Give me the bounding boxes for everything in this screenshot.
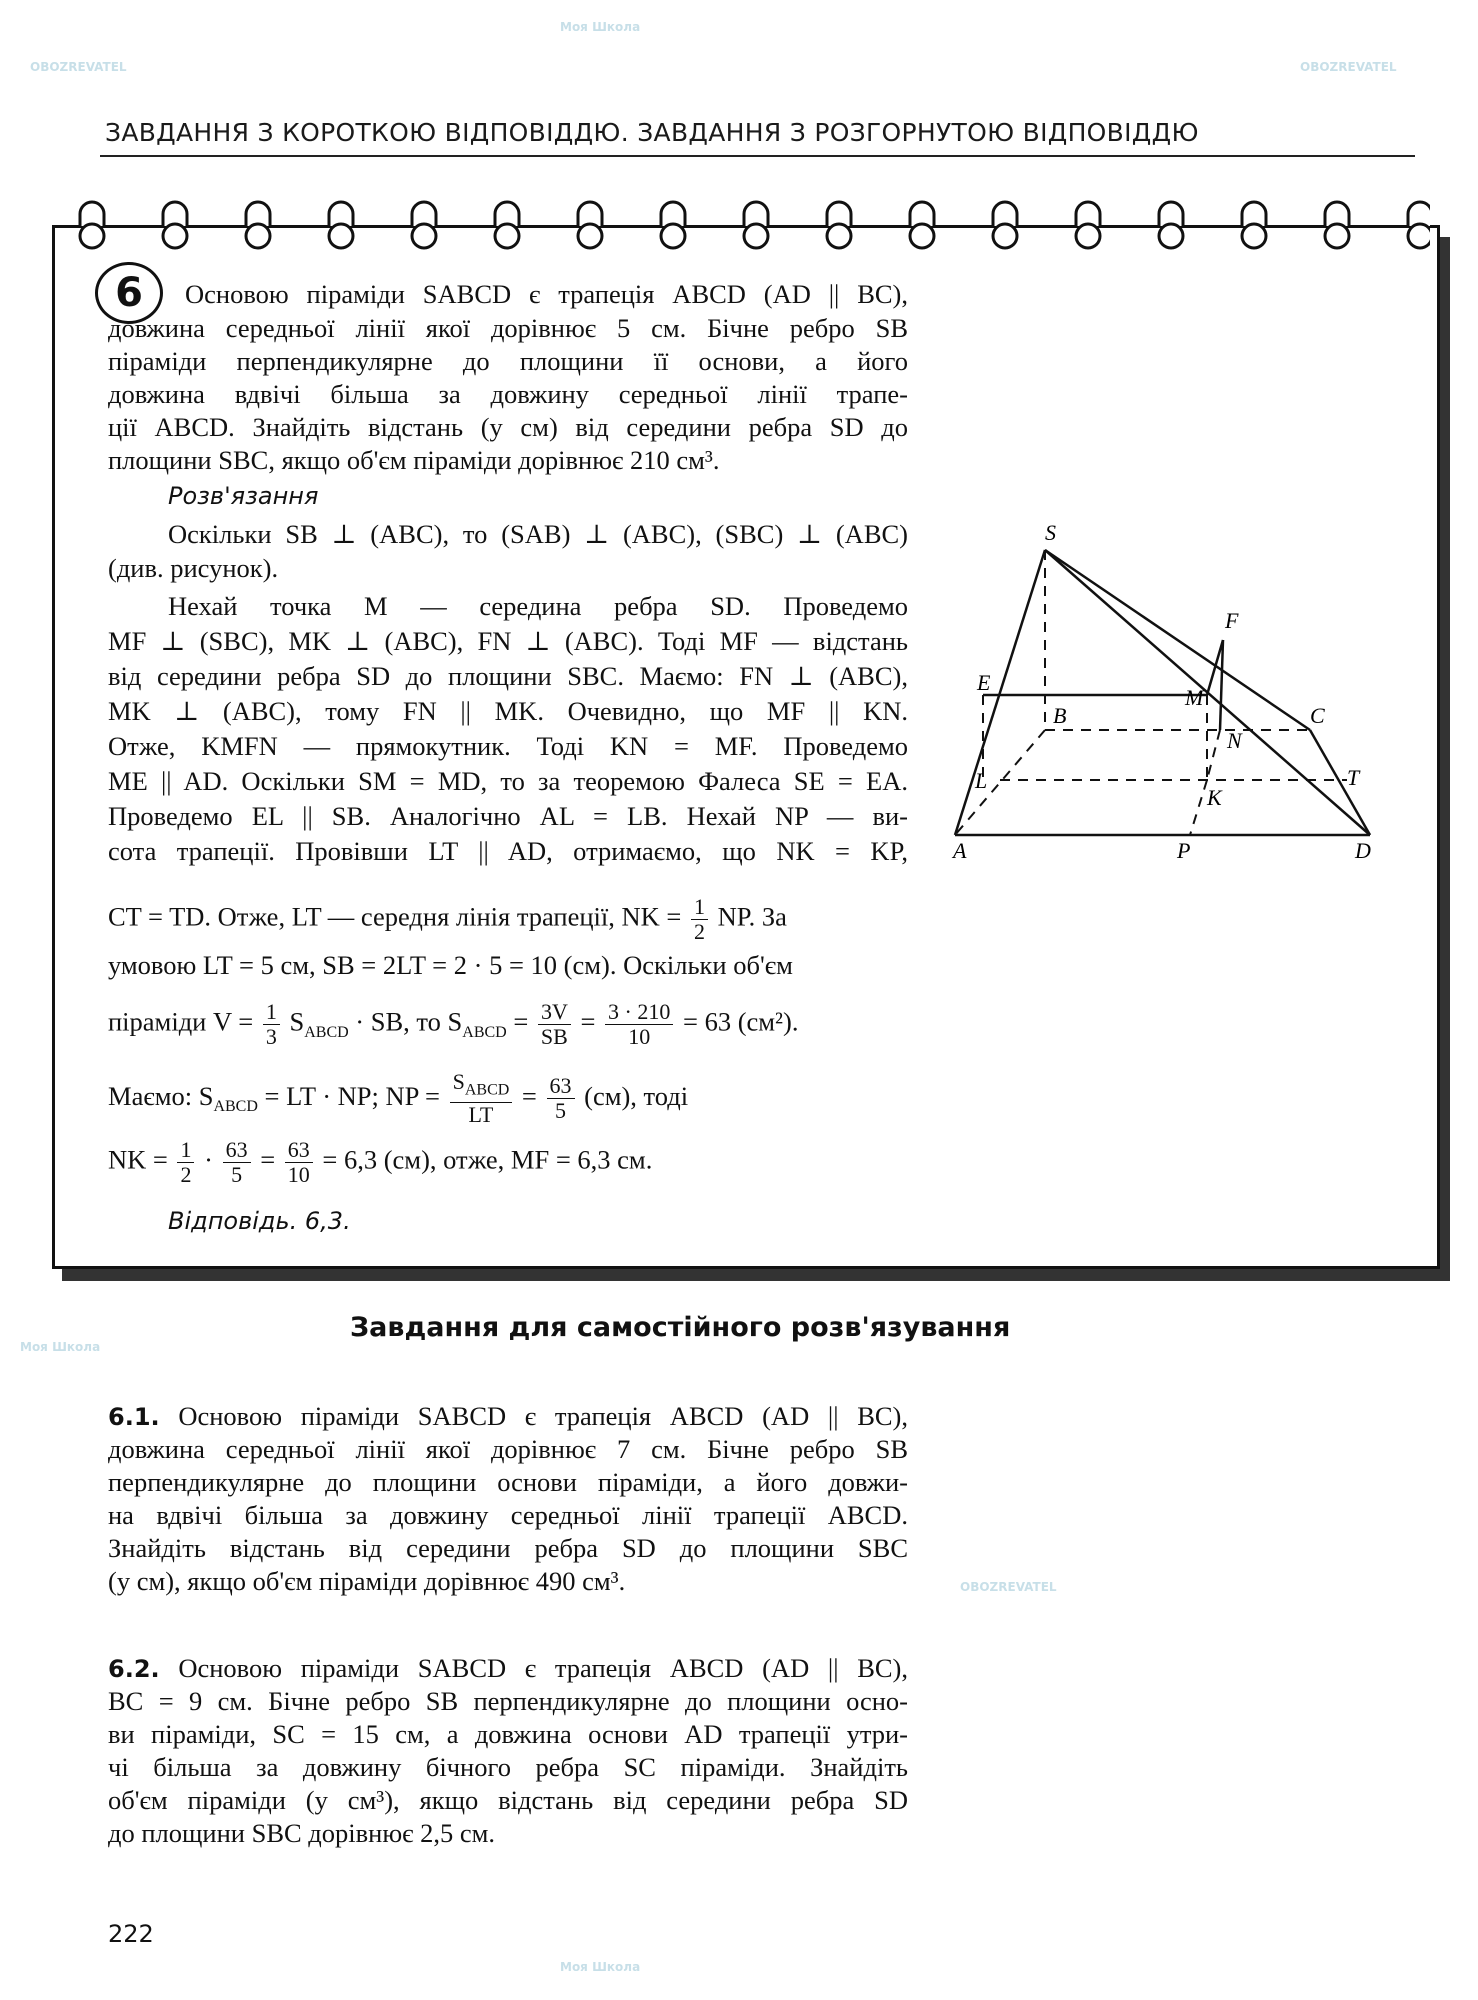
fraction xyxy=(605,1000,673,1049)
exercise-number: 6.1. xyxy=(108,1403,160,1431)
ring-icon xyxy=(744,202,768,248)
pyramid-figure xyxy=(945,515,1375,875)
math-text: CT = TD. Отже, LT — середня лінія трапеції, xyxy=(108,901,615,932)
edge-cd xyxy=(1310,730,1370,835)
math-line-5 xyxy=(108,1138,652,1187)
solution-label: Розв'язання xyxy=(168,482,319,510)
watermark: OBOZREVATEL xyxy=(30,60,127,74)
fraction xyxy=(547,1074,575,1123)
math-text: S xyxy=(289,1006,305,1037)
math-text: (см), тоді xyxy=(584,1080,689,1111)
watermark: OBOZREVATEL xyxy=(1300,60,1397,74)
fraction-denominator: 10 xyxy=(287,1162,310,1187)
exercise-line: чі більша за довжину бічного ребра SC піраміди. Знайдіть xyxy=(108,1752,908,1782)
figure-label-d: D xyxy=(1355,838,1371,863)
math-line-3 xyxy=(108,1000,798,1049)
fraction-numerator: 1 xyxy=(177,1138,194,1163)
subscript: ABCD xyxy=(462,1023,507,1041)
fraction-denominator: 5 xyxy=(555,1098,566,1124)
edge-sc xyxy=(1045,550,1310,730)
statement-line: ції ABCD. Знайдіть відстань (у см) від середини ребра SD до xyxy=(108,412,908,442)
exercise-line: довжина середньої лінії якої дорівнює 7 см. Бічне ребро SB xyxy=(108,1434,908,1464)
section-title: Завдання для самостійного розв'язування xyxy=(350,1312,1011,1343)
fraction-numerator: 1 xyxy=(691,895,708,920)
ring-icon xyxy=(163,202,187,248)
math-text: NP. За xyxy=(717,901,787,932)
fraction xyxy=(177,1138,194,1187)
figure-label-e: E xyxy=(977,670,991,695)
segment-nk xyxy=(1207,730,1220,780)
fraction-numerator: 3V xyxy=(538,1000,571,1025)
figure-label-a: A xyxy=(953,838,967,863)
statement-line: площини SBC, якщо об'єм піраміди дорівнює 210 см³. xyxy=(108,445,720,475)
ring-icon xyxy=(1408,202,1430,248)
watermark: Моя Школа xyxy=(560,20,641,34)
exercise-line xyxy=(108,1652,908,1686)
exercise-text: Основою піраміди SABCD є трапеція ABCD (AD || BC), xyxy=(178,1401,908,1431)
fraction-numerator: 63 xyxy=(547,1074,575,1099)
header-divider xyxy=(100,155,1415,157)
segment-kp xyxy=(1190,780,1207,835)
exercise-line: перпендикулярне до площини основи піраміди, а його довжи- xyxy=(108,1467,908,1497)
figure-label-m: M xyxy=(1185,685,1204,710)
exercise-number: 6.2. xyxy=(108,1655,160,1683)
fraction xyxy=(285,1138,313,1187)
exercise-line: до площини SBC дорівнює 2,5 см. xyxy=(108,1818,496,1848)
ring-icon xyxy=(993,202,1017,248)
exercise-line: об'єм піраміди (у см³), якщо відстань від середини ребра SD xyxy=(108,1785,908,1815)
figure-label-k: K xyxy=(1207,785,1222,810)
math-line-1 xyxy=(108,895,787,944)
ring-icon xyxy=(910,202,934,248)
figure-label-b: B xyxy=(1053,703,1067,728)
exercise-line: на вдвічі більша за довжину середньої лінії трапеції ABCD. xyxy=(108,1500,908,1530)
fraction xyxy=(223,1138,251,1187)
fraction-numerator: 63 xyxy=(285,1138,313,1163)
math-text: = 63 (см²). xyxy=(683,1006,799,1037)
watermark: OBOZREVATEL xyxy=(960,1580,1057,1594)
fraction xyxy=(691,895,708,944)
math-line-2: умовою LT = 5 см, SB = 2LT = 2 · 5 = 10 (см). Оскільки об'єм xyxy=(108,950,793,980)
ring-icon xyxy=(661,202,685,248)
subscript: ABCD xyxy=(213,1098,258,1116)
ring-icon xyxy=(578,202,602,248)
figure-label-c: C xyxy=(1310,703,1325,728)
math-text: піраміди V = xyxy=(108,1006,254,1037)
exercise-line xyxy=(108,1400,908,1434)
ring-icon xyxy=(1242,202,1266,248)
edge-ab xyxy=(955,730,1045,835)
exercise-line: ви піраміди, SC = 15 см, а довжина основи AD трапеції утри- xyxy=(108,1719,908,1749)
math-text: = 6,3 (см), отже, MF = 6,3 см. xyxy=(322,1144,653,1175)
fraction-denominator: 5 xyxy=(231,1162,243,1187)
fraction xyxy=(538,1000,571,1049)
segment-fn xyxy=(1220,640,1223,730)
notebook-rings-icon xyxy=(70,196,1430,256)
watermark: Моя Школа xyxy=(20,1340,101,1354)
math-text: = xyxy=(521,1080,537,1111)
math-text: · SB, то S xyxy=(355,1006,463,1037)
math-text: NK = xyxy=(621,901,682,932)
figure-label-f: F xyxy=(1225,608,1239,633)
statement-line: довжина вдвічі більша за довжину середньої лінії трапе- xyxy=(108,379,908,409)
figure-label-s: S xyxy=(1045,520,1056,545)
answer-text: Відповідь. 6,3. xyxy=(168,1207,351,1235)
exercise-text: Основою піраміди SABCD є трапеція ABCD (AD || BC), xyxy=(178,1653,908,1683)
ring-icon xyxy=(246,202,270,248)
statement-line: піраміди перпендикулярне до площини її основи, а його xyxy=(108,346,908,376)
math-text: = xyxy=(260,1144,276,1175)
subscript: ABCD xyxy=(464,1081,510,1099)
edge-sa xyxy=(955,550,1045,835)
math-text: = xyxy=(580,1006,596,1037)
fraction-denominator: 2 xyxy=(180,1162,192,1187)
ring-icon xyxy=(495,202,519,248)
solution-line: MF ⊥ (SBC), MK ⊥ (ABC), FN ⊥ (ABC). Тоді MF — відстань xyxy=(108,626,908,656)
fraction-numerator: 63 xyxy=(223,1138,251,1163)
fraction-denominator: LT xyxy=(468,1102,494,1128)
ring-icon xyxy=(1076,202,1100,248)
solution-line: ME || AD. Оскільки SM = MD, то за теоремою Фалеса SE = EA. xyxy=(108,766,908,796)
ring-icon xyxy=(1325,202,1349,248)
math-text: Маємо: S xyxy=(108,1080,214,1111)
solution-line: Проведемо EL || SB. Аналогічно AL = LB. Нехай NP — ви- xyxy=(108,801,908,831)
ring-icon xyxy=(412,202,436,248)
fraction-denominator: SB xyxy=(540,1024,568,1049)
fraction-denominator: 2 xyxy=(694,919,705,944)
solution-line: Нехай точка M — середина ребра SD. Проведемо xyxy=(168,591,908,621)
figure-label-l: L xyxy=(975,768,988,793)
ring-icon xyxy=(80,202,104,248)
math-text: NK = xyxy=(108,1144,168,1175)
task-number-badge: 6 xyxy=(95,262,163,324)
figure-label-n: N xyxy=(1227,728,1242,753)
math-text: · xyxy=(204,1144,213,1175)
exercise-line: (у см), якщо об'єм піраміди дорівнює 490 см³. xyxy=(108,1566,626,1596)
ring-icon xyxy=(827,202,851,248)
fraction-numerator xyxy=(450,1070,513,1103)
solution-line: Отже, KMFN — прямокутник. Тоді KN = MF. Проведемо xyxy=(108,731,908,761)
exercise-line: BC = 9 см. Бічне ребро SB перпендикулярне до площини осно- xyxy=(108,1686,908,1716)
math-text: = LT · NP; NP = xyxy=(264,1080,440,1111)
fraction-denominator: 3 xyxy=(265,1024,277,1049)
math-text: = xyxy=(513,1006,529,1037)
ring-icon xyxy=(1159,202,1183,248)
ring-icon xyxy=(329,202,353,248)
fraction xyxy=(450,1070,513,1127)
statement-line: довжина середньої лінії якої дорівнює 5 см. Бічне ребро SB xyxy=(108,313,908,343)
solution-line: від середини ребра SD до площини SBC. Маємо: FN ⊥ (ABC), xyxy=(108,661,908,691)
solution-line: (див. рисунок). xyxy=(108,553,279,583)
page-number: 222 xyxy=(108,1920,154,1948)
fraction-numerator: 1 xyxy=(263,1000,280,1025)
solution-line: MK ⊥ (ABC), тому FN || MK. Очевидно, що MF || KN. xyxy=(108,696,908,726)
subscript: ABCD xyxy=(304,1023,349,1041)
watermark: Моя Школа xyxy=(560,1960,641,1974)
figure-label-p: P xyxy=(1177,838,1191,863)
solution-line: Оскільки SB ⊥ (ABC), то (SAB) ⊥ (ABC), (SBC) ⊥ (ABC) xyxy=(168,519,908,549)
math-text: S xyxy=(452,1069,465,1094)
math-line-4 xyxy=(108,1070,688,1127)
fraction-numerator: 3 · 210 xyxy=(605,1000,673,1025)
fraction xyxy=(263,1000,280,1049)
exercise-line: Знайдіть відстань від середини ребра SD до площини SBC xyxy=(108,1533,908,1563)
page-header: ЗАВДАННЯ З КОРОТКОЮ ВІДПОВІДДЮ. ЗАВДАННЯ З РОЗГОРНУТОЮ ВІДПОВІДДЮ xyxy=(105,118,1199,147)
solution-line: сота трапеції. Провівши LT || AD, отримаємо, що NK = KP, xyxy=(108,836,908,866)
statement-line: Основою піраміди SABCD є трапеція ABCD (AD || BC), xyxy=(185,279,908,309)
figure-label-t: T xyxy=(1347,765,1360,790)
fraction-denominator: 10 xyxy=(628,1024,651,1049)
